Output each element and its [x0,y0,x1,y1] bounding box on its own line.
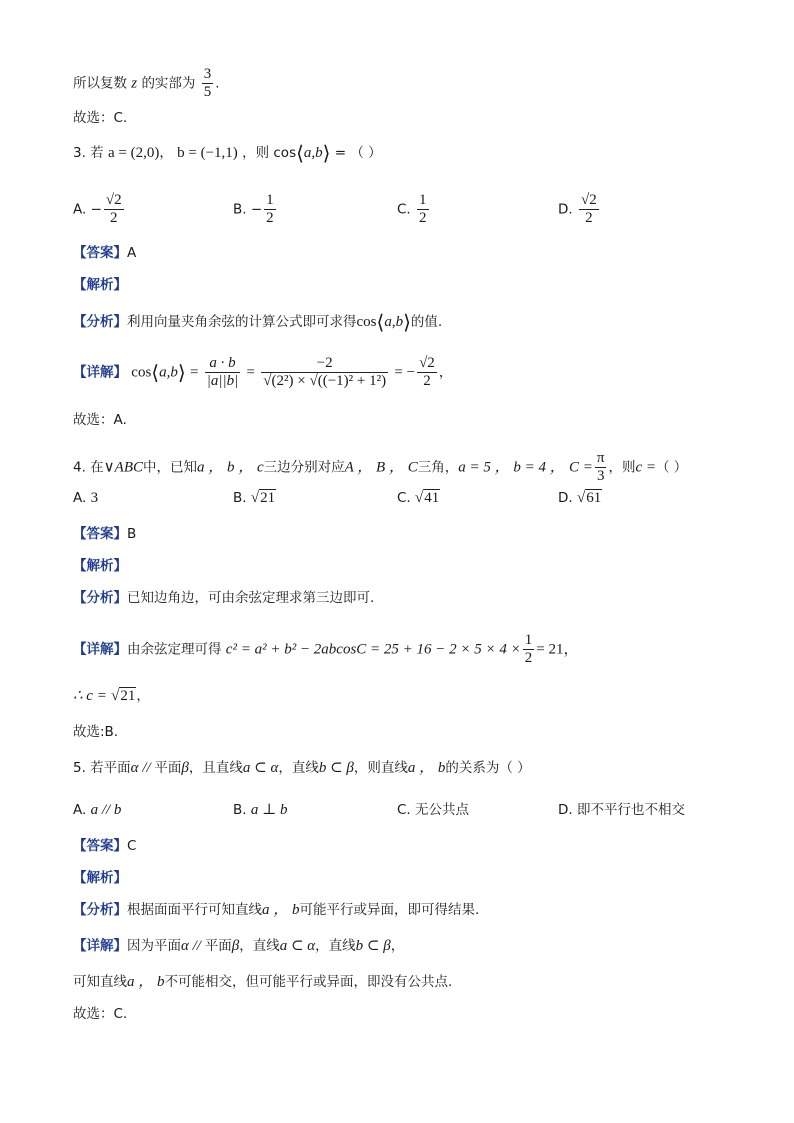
text: ， [438,364,453,381]
cos: cos [131,364,152,381]
frac-num: π [596,450,605,466]
question-5 [73,758,531,778]
vector-b: b = (−1,1) [177,145,238,161]
option-label: C. [397,201,411,218]
q3-answer [73,243,136,263]
angle-C: C = [569,459,593,476]
q4-option-a [73,488,98,508]
frac-num: 1 [524,632,533,648]
frac-num: a · b [205,355,241,373]
result: = 21， [536,641,579,658]
question-3 [73,143,382,163]
text: 利用向量夹角余弦的计算公式即可求得 [127,314,357,330]
option-value: 61 [586,490,602,506]
q4-choose: 故选:B. [73,724,119,740]
angles: A ， B ， C [344,459,418,476]
side-c: c = [635,459,657,476]
q5-option-b [233,800,287,820]
frac-num: √2 [580,192,597,208]
answer-value: C [127,838,137,854]
frac-num: √2 [419,355,435,371]
xiangjie-tag: 【详解】 [73,641,127,658]
angle-inner: a,b [159,364,178,381]
lines-ab: a ， b [127,974,165,990]
q4-jiexi-tag: 【解析】 [73,558,127,574]
answer-tag: 【答案】 [73,245,127,261]
fenxi-tag: 【分析】 [73,314,127,330]
text: 平面 [154,760,182,776]
text: ， [390,938,405,954]
option-value: 3 [90,490,99,506]
plane-alpha: α // [130,760,155,776]
angle-bracket-right: ⟩ [322,141,331,165]
frac-num: 1 [266,192,274,208]
choose-line: 故选：C. [73,110,128,126]
text: ，直线 [239,938,280,954]
equals: = [189,364,199,381]
text: 不可能相交，但可能平行或异面，即没有公共点. [164,974,453,990]
q4-option-b [233,488,276,508]
angle-inner: a,b [384,314,404,330]
q4-answer [73,524,136,544]
text: 三边分别对应 [263,459,345,476]
text: ，且直线 [188,760,243,776]
fraction [202,66,214,101]
text: 可能平行或异面，即可得结果. [299,902,480,918]
option-value: 21 [260,490,276,506]
q3-option-b [233,192,278,227]
option-label: D. [558,490,573,506]
angle-bracket-left: ⟨ [296,141,304,165]
option-label: A. [73,490,87,506]
q3-option-a [73,192,126,227]
q4-therefore [73,686,150,706]
fraction [523,632,535,667]
q5-option-d [558,800,685,820]
angle-bracket-right: ⟩ [177,360,186,385]
angle-bracket-left: ⟨ [151,360,160,385]
q3-fenxi [73,312,442,332]
q5-xiangjie [73,936,404,956]
frac-den: |a||b| [206,373,239,389]
sqrt-sign: √ [415,490,424,506]
text: 5. 若平面 [73,760,131,776]
text: = （ ） [334,145,382,161]
option-value: a ⊥ b [250,802,288,818]
lines-ab: a ， b [407,760,446,776]
value: 21 [120,688,136,704]
text: 的关系为（ ） [445,760,531,776]
q3-jiexi-tag: 【解析】 [73,277,127,293]
sign: − [90,201,102,218]
q5-choose: 故选：C. [73,1006,128,1022]
option-label: A. [73,201,87,218]
text: ，直线 [315,938,356,954]
text: ，则 cos [242,145,297,161]
fenxi-tag: 【分析】 [73,590,127,606]
frac-den: 3 [596,468,605,484]
option-label: C. [397,490,411,506]
frac-den: 5 [203,84,212,100]
lines-ab: a ， b [262,902,300,918]
frac-den: 2 [419,210,427,226]
q5-jiexi-tag: 【解析】 [73,870,127,886]
line-a: a ⊂ α [279,938,316,954]
text: . [215,75,220,92]
equals: = [246,364,255,381]
q5-option-a [73,800,121,820]
fraction [261,355,388,390]
line-real-part [73,66,220,101]
sqrt-sign: √ [250,490,260,506]
text: ，则 [608,459,636,476]
fenxi-tag: 【分析】 [73,902,127,918]
text: 已知边角边，可由余弦定理求第三边即可. [127,590,375,606]
sign: − [250,201,263,218]
q3-option-d [558,192,601,227]
option-label: D. [558,201,573,218]
q3-choose: 故选：A. [73,412,127,428]
fraction [104,192,124,227]
sqrt-sign: √ [576,490,586,506]
option-label: C. [397,802,411,818]
text: ，直线 [278,760,319,776]
plane-alpha: α // [181,938,205,954]
q3-option-c [397,192,431,227]
q5-fenxi [73,900,479,920]
line-b: b ⊂ β [318,760,354,776]
text: 平面 [204,938,232,954]
angle-bracket-right: ⟩ [403,310,411,334]
fraction [595,450,607,485]
q3-xiangjie [73,355,452,390]
fraction [417,192,429,227]
answer-value: B [127,526,137,542]
text: 因为平面 [127,938,181,954]
var-z: z [131,75,138,92]
angle-inner: a,b [303,145,323,161]
xiangjie-tag: 【详解】 [73,364,127,381]
frac-num: 3 [203,66,212,82]
option-label: B. [233,490,247,506]
option-label: D. [558,802,573,818]
option-value: a // b [90,802,122,818]
text: ，则直线 [353,760,408,776]
text: 三角， [417,459,459,476]
option-value: 无公共点 [415,802,470,818]
answer-tag: 【答案】 [73,526,127,542]
text: ， [159,145,173,161]
text: 所以复数 [73,75,127,92]
frac-den: 2 [585,210,593,226]
angle-bracket-left: ⟨ [376,310,385,334]
frac-num: −2 [261,355,388,373]
fraction [579,192,599,227]
fraction [417,355,437,390]
option-value: 41 [424,490,440,506]
frac-den: √(2²) × √((−1)² + 1²) [263,373,387,389]
formula: c² = a² + b² − 2abcosC = 25 + 16 − 2 × 5 × 4 × [225,641,521,658]
option-label: A. [73,802,87,818]
option-label: B. [233,201,247,218]
option-value: 即不平行也不相交 [576,802,685,818]
vector-a: a = (2,0) [107,145,160,161]
frac-den: 2 [423,373,431,389]
text: 可知直线 [73,974,127,990]
text: 4. 在 [73,459,104,476]
answer-tag: 【答案】 [73,838,127,854]
frac-den: 2 [266,210,274,226]
text: 由余弦定理可得 [127,641,222,658]
plane-beta: β [231,938,240,954]
xiangjie-tag: 【详解】 [73,938,127,954]
fraction [205,355,241,390]
frac-num: 1 [419,192,427,208]
text: 根据面面平行可知直线 [127,902,262,918]
sides: a ， b ， c [196,459,264,476]
text: 3. 若 [73,145,104,161]
line-a: a ⊂ α [242,760,279,776]
question-4 [73,450,687,485]
q5-answer [73,836,136,856]
q5-conclusion [73,972,452,992]
equals: = − [394,364,416,381]
therefore: ∴ c = [73,688,107,704]
fraction [264,192,276,227]
answer-value: A [127,245,137,261]
line-b: b ⊂ β [355,938,391,954]
frac-den: 2 [110,210,118,226]
plane-beta: β [181,760,189,776]
text: ， [136,688,150,704]
triangle: ∨ABC [103,459,143,476]
q4-xiangjie [73,632,579,667]
text: 的实部为 [141,75,196,92]
q4-fenxi [73,588,374,608]
text: 中，已知 [142,459,197,476]
frac-den: 2 [524,650,533,666]
text: 的值. [410,314,443,330]
q4-option-d [558,488,602,508]
given: a = 5 ， b = 4 ， [458,459,565,476]
sqrt-sign: √ [111,688,120,704]
option-label: B. [233,802,247,818]
q5-option-c [397,800,469,820]
frac-num: √2 [105,192,122,208]
q4-option-c [397,488,440,508]
cos: cos [356,314,377,330]
text: （ ） [656,459,688,476]
